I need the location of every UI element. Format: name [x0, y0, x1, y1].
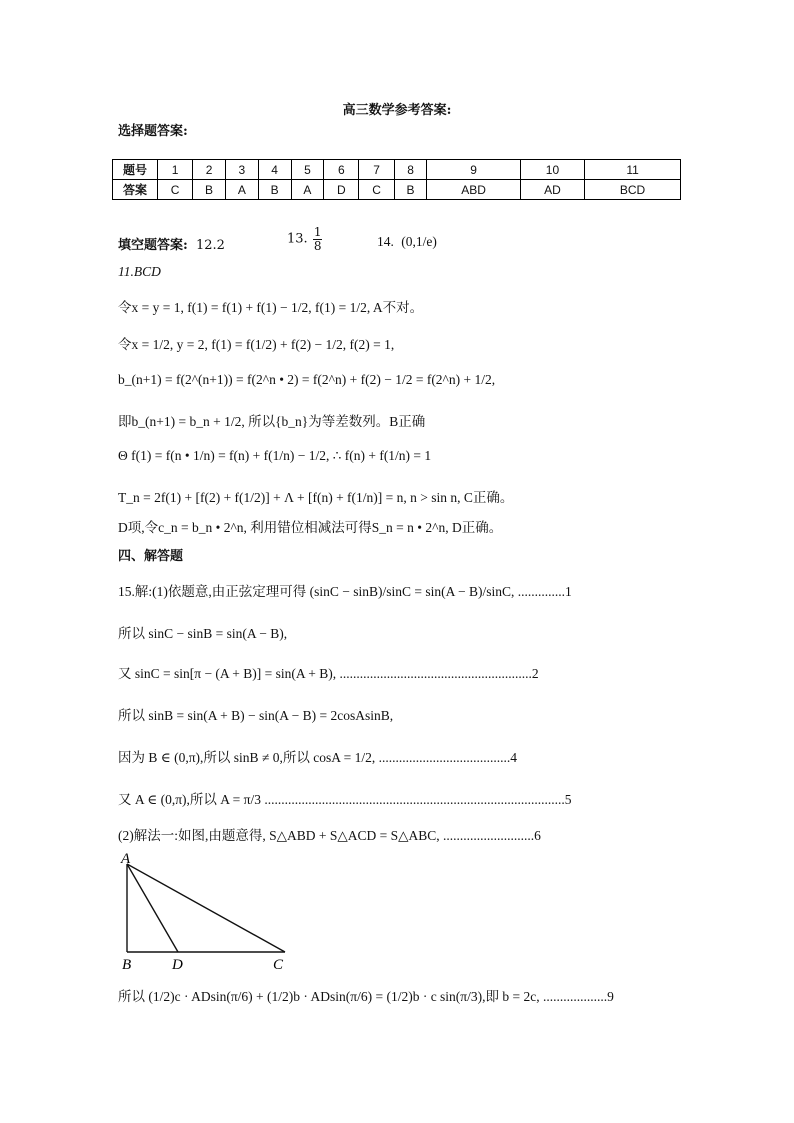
fill-answer-14-label: 14.	[377, 234, 394, 249]
table-cell: 10	[520, 160, 584, 180]
vertex-label-c: C	[273, 957, 284, 972]
table-cell: B	[394, 180, 427, 200]
table-cell: 9	[427, 160, 520, 180]
q15-line: 所以 sinC − sinB = sin(A − B),	[118, 626, 288, 641]
side-ac	[127, 864, 285, 952]
table-cell: 2	[193, 160, 226, 180]
denominator: 8	[313, 238, 322, 253]
q15-line: 15.解:(1)依题意,由正弦定理可得 (sinC − sinB)/sinC = sin(A − B)/sinC, ..............1	[118, 584, 572, 599]
vertex-label-d: D	[172, 957, 183, 972]
table-cell: 8	[394, 160, 427, 180]
table-cell: 7	[359, 160, 394, 180]
q15-line: 因为 B ∈ (0,π),所以 sinB ≠ 0,所以 cosA = 1/2, .......................................4	[118, 750, 517, 765]
table-cell: A	[291, 180, 324, 200]
fill-answer-14	[377, 234, 437, 250]
table-cell: B	[258, 180, 291, 200]
q11-line: b_(n+1) = f(2^(n+1)) = f(2^n • 2) = f(2^n) + f(2) − 1/2 = f(2^n) + 1/2,	[118, 372, 496, 387]
triangle-figure	[116, 848, 306, 972]
q11-line: 令x = y = 1, f(1) = f(1) + f(1) − 1/2, f(1) = 1/2, A不对。	[118, 300, 424, 315]
fill-answer-13-label: 13.	[287, 231, 308, 247]
q15-line: 又 A ∈ (0,π),所以 A = π/3 .........................................................................................5	[118, 792, 572, 807]
table-cell: D	[324, 180, 359, 200]
table-cell: 3	[225, 160, 258, 180]
vertex-label-a: A	[121, 851, 131, 867]
table-cell: A	[225, 180, 258, 200]
q11-line: D项,令c_n = b_n • 2^n, 利用错位相减法可得S_n = n • 2^n, D正确。	[118, 520, 503, 535]
table-cell: 11	[585, 160, 681, 180]
table-cell: C	[158, 180, 193, 200]
q11-line: 令x = 1/2, y = 2, f(1) = f(1/2) + f(2) − 1/2, f(2) = 1,	[118, 337, 395, 352]
table-cell: 1	[158, 160, 193, 180]
table-cell: C	[359, 180, 394, 200]
q15-line: 所以 sinB = sin(A + B) − sin(A − B) = 2cosAsinB,	[118, 708, 394, 723]
table-header-answer: 答案	[113, 180, 158, 200]
fraction	[313, 226, 323, 252]
table-cell: 6	[324, 160, 359, 180]
vertex-label-b: B	[122, 957, 132, 972]
answer-table	[112, 159, 681, 200]
table-cell: BCD	[585, 180, 681, 200]
choice-section-heading: 选择题答案:	[118, 124, 188, 139]
q11-heading: 11.BCD	[118, 264, 161, 279]
q11-line: Θ f(1) = f(n • 1/n) = f(n) + f(1/n) − 1/2, ∴ f(n) + f(1/n) = 1	[118, 448, 432, 463]
table-cell: 5	[291, 160, 324, 180]
q15-line: 又 sinC = sin[π − (A + B)] = sin(A + B), .........................................................2	[118, 666, 539, 681]
segment-ad	[127, 864, 178, 952]
numerator: 1	[313, 225, 322, 239]
table-cell: 4	[258, 160, 291, 180]
table-cell: AD	[520, 180, 584, 200]
fill-label: 填空题答案:	[118, 238, 188, 253]
fill-answer-13	[287, 226, 323, 252]
table-header-question: 题号	[113, 160, 158, 180]
table-row-answers	[113, 180, 681, 200]
table-row-numbers	[113, 160, 681, 180]
q15-line: (2)解法一:如图,由题意得, S△ABD + S△ACD = S△ABC, ...........................6	[118, 828, 541, 843]
fill-answer-14-value: (0,1/e)	[401, 234, 437, 249]
page-title: 高三数学参考答案:	[342, 103, 452, 118]
q11-line: T_n = 2f(1) + [f(2) + f(1/2)] + Λ + [f(n) + f(1/n)] = n, n > sin n, C正确。	[118, 490, 514, 505]
fill-answers	[118, 234, 225, 253]
table-cell: ABD	[427, 180, 520, 200]
section-heading: 四、解答题	[118, 549, 184, 564]
table-cell: B	[193, 180, 226, 200]
q15-line: 所以 (1/2)c · ADsin(π/6) + (1/2)b · ADsin(π/6) = (1/2)b · c sin(π/3),即 b = 2c, ...................9	[118, 989, 614, 1004]
fill-answer-12: 12.2	[195, 238, 225, 253]
q11-line: 即b_(n+1) = b_n + 1/2, 所以{b_n}为等差数列。B正确	[118, 414, 426, 429]
